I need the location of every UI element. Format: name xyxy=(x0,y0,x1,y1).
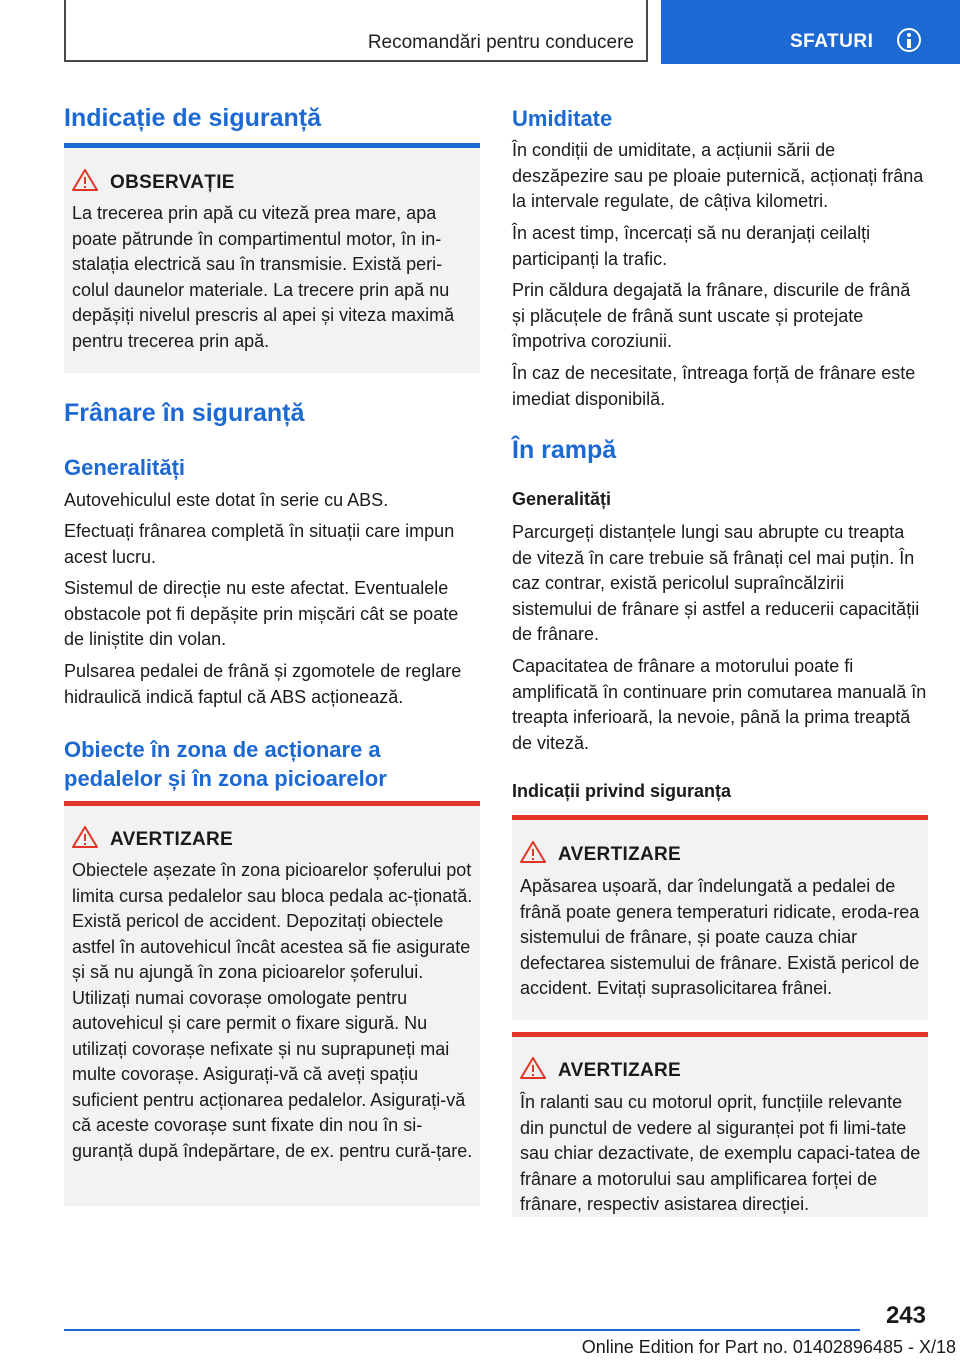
section-title-braking: Frânare în siguranță xyxy=(64,399,305,427)
paragraph: Prin căldura degajată la frânare, discurile de frână și plăcuțele de frână sunt uscate și protejate împotriva coroziunii. xyxy=(512,280,911,351)
warning-triangle-icon xyxy=(72,826,98,848)
subheading-humidity: Umiditate xyxy=(512,106,613,131)
warning-label: AVERTIZARE xyxy=(558,844,681,865)
paragraph: Pulsarea pedalei de frână și zgomotele de reglare hidraulică indică faptul că ABS acționează. xyxy=(64,661,462,707)
paragraph: În condiții de umiditate, a acțiunii sării de deszăpezire sau pe ploaie puternică, acționați frâna la intervale regulate, de câțiva kilometri. xyxy=(512,140,924,211)
page-number: 243 xyxy=(885,1302,926,1329)
section-title-safety: Indicație de siguranță xyxy=(64,104,322,132)
footer-edition: Online Edition for Part no. 01402896485 - X/18 xyxy=(581,1337,956,1357)
paragraph: În acest timp, încercați să nu deranjați ceilalți participanți la trafic. xyxy=(512,223,871,269)
header-tab-label: SFATURI xyxy=(790,31,874,52)
subheading-general: Generalități xyxy=(64,455,186,480)
paragraph: Autovehiculul este dotat în serie cu ABS. xyxy=(64,490,389,510)
warning-triangle-icon xyxy=(520,1057,546,1079)
warning-triangle-icon xyxy=(520,841,546,863)
paragraph: Parcurgeți distanțele lungi sau abrupte cu treapta de viteză în care trebuie să frânați cel mai puțin. În caz contrar, există pericolul supraîncălzirii sistemului de frânare și astfel a reducerii capacității de frânare. xyxy=(512,522,920,644)
note-text: La trecerea prin apă cu viteză prea mare, apa poate pătrunde în compartimentul motor, în in-stalația electrică sau în transmisie. Există peri-colul daunelor materiale. La trecere prin apă nu depășiți nivelul prescris al apei și viteza maximă pentru trecerea prin apă. xyxy=(72,203,455,351)
warning-label: AVERTIZARE xyxy=(558,1060,681,1081)
info-icon xyxy=(897,28,921,52)
section-title-ramp: În rampă xyxy=(512,436,617,464)
header-section-title: Recomandări pentru conducere xyxy=(367,32,634,53)
warning-text: Obiectele așezate în zona picioarelor șoferului pot limita cursa pedalelor sau bloca pedala ac-ționată. Există pericol de accident. Depozitați obiectele astfel în autovehicul încât acestea să fie asigurate și să nu ajungă în zona picioarelor șoferului. Utilizați numai covorașe omologate pentru autovehicul și care permit o fixare sigură. Nu utilizați covorașe nefixate și nu suprapuneți mai multe covorașe. Asigurați-vă că aveți spațiu suficient pentru acționarea pedalelor. Asigurați-vă că aceste covorașe sunt fixate din nou în si-guranță după îndepărtare, de ex. pentru cură-țare. xyxy=(72,860,473,1161)
paragraph: În caz de necesitate, întreaga forță de frânare este imediat disponibilă. xyxy=(512,363,916,409)
warning-text: În ralanti sau cu motorul oprit, funcțiile relevante din punctul de vedere al siguranței pot fi limi-tate sau chiar dezactivate, de exemplu capaci-tatea de frânare a motorului sau amplificarea forței de frânare, respectiv asistarea direcției. xyxy=(520,1092,921,1214)
warning-triangle-icon xyxy=(72,169,98,191)
paragraph: Capacitatea de frânare a motorului poate fi amplificată în continuare prin comutarea manuală în treapta inferioară, la nevoie, până la prima treaptă de viteză. xyxy=(512,656,927,753)
warning-label: AVERTIZARE xyxy=(110,829,233,850)
footer-rule xyxy=(64,1329,860,1331)
note-label: OBSERVAȚIE xyxy=(110,172,235,193)
heading-safety: Indicații privind siguranța xyxy=(512,781,732,801)
heading-general: Generalități xyxy=(512,489,612,509)
paragraph: Sistemul de direcție nu este afectat. Eventualele obstacole pot fi depășite prin mișcări cât se poate de liniștite din volan. xyxy=(64,578,459,649)
paragraph: Efectuați frânarea completă în situații care impun acest lucru. xyxy=(64,521,455,567)
warning-text: Apăsarea ușoară, dar îndelungată a pedalei de frână poate genera temperaturi ridicate, eroda-rea sistemului de frânare, și poate cauza chiar defectarea sistemului de frânare. Există pericol de accident. Evitați suprasolicitarea frânei. xyxy=(520,876,920,998)
subheading-objects: Obiecte în zona de acționare a pedalelor și în zona picioarelor xyxy=(64,737,387,791)
